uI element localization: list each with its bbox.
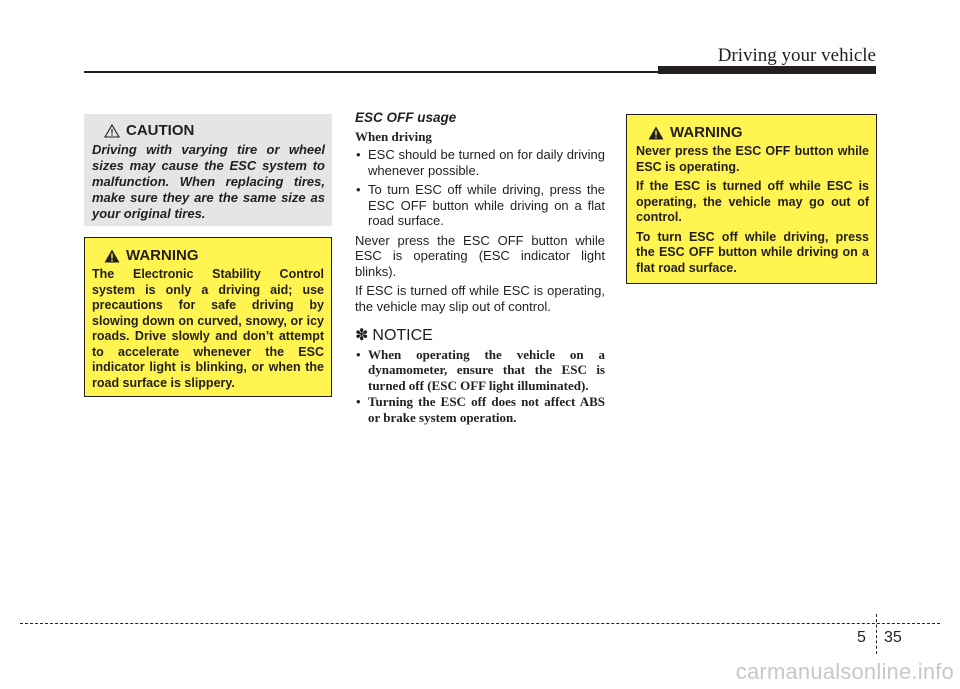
warning-text-left xyxy=(92,267,324,391)
warning-paragraph: Never press the ESC OFF button while ESC is operating. xyxy=(636,144,869,174)
warning-heading-left xyxy=(92,247,324,264)
warning-box-left xyxy=(84,237,332,397)
warning-paragraph: The Electronic Stability Control system is only a driving aid; use precautions for safe driving by slowing down on curved, snowy, or icy roads. Drive slowly and don’t attempt to accelerate whenever the ESC indicator light is blinking, or when the road surface is slippery. xyxy=(92,267,324,390)
notice-item: • Turning the ESC off does not affect ABS or brake system operation. xyxy=(355,394,605,425)
notice-star-icon: ✽ xyxy=(355,327,369,344)
header-rule xyxy=(84,71,664,73)
caution-text: Driving with varying tire or wheel sizes may cause the ESC system to malfunction. When replacing tires, make sure they are the same size as your original tires. xyxy=(92,142,325,221)
warning-triangle-icon xyxy=(104,249,120,263)
section-title: ESC OFF usage xyxy=(355,110,457,125)
warning-paragraph: To turn ESC off while driving, press the ESC OFF button while driving on a flat road surface. xyxy=(636,229,869,275)
footer-divider xyxy=(876,614,877,654)
footer-rule xyxy=(20,623,940,624)
warning-title-left: WARNING xyxy=(126,247,199,264)
warning-box-right xyxy=(626,114,877,284)
warning-paragraph: If the ESC is turned off while ESC is operating, the vehicle may go out of control. xyxy=(636,179,869,224)
header-title: Driving your vehicle xyxy=(717,45,876,66)
warning-title-right: WARNING xyxy=(670,124,743,141)
header-rule-accent xyxy=(658,66,876,74)
notice-item: • When operating the vehicle on a dynamometer, ensure that the ESC is turned off (ESC OFF light illuminated). xyxy=(355,347,605,394)
notice-heading xyxy=(355,328,605,344)
warning-triangle-icon xyxy=(648,126,664,140)
page-number: 35 xyxy=(884,629,902,646)
caution-title: CAUTION xyxy=(126,122,195,139)
warning-text-right xyxy=(636,144,869,276)
warning-heading-right xyxy=(636,124,869,141)
chapter-number: 5 xyxy=(857,629,866,646)
esc-usage-section xyxy=(355,110,605,426)
list-item: • To turn ESC off while driving, press the ESC OFF button while driving on a flat road surface. xyxy=(355,182,605,229)
caution-heading xyxy=(92,122,325,139)
notice-title: NOTICE xyxy=(372,327,433,344)
list-item: • ESC should be turned on for daily driving whenever possible. xyxy=(355,147,605,178)
caution-triangle-icon xyxy=(104,124,120,138)
watermark: carmanualsonline.info xyxy=(735,659,954,684)
body-paragraph: Never press the ESC OFF button while ESC is operating (ESC indicator light blinks). xyxy=(355,232,605,279)
body-paragraph: If ESC is turned off while ESC is operating, the vehicle may slip out of control. xyxy=(355,283,605,314)
section-subtitle: When driving xyxy=(355,128,432,144)
caution-box xyxy=(84,114,332,226)
